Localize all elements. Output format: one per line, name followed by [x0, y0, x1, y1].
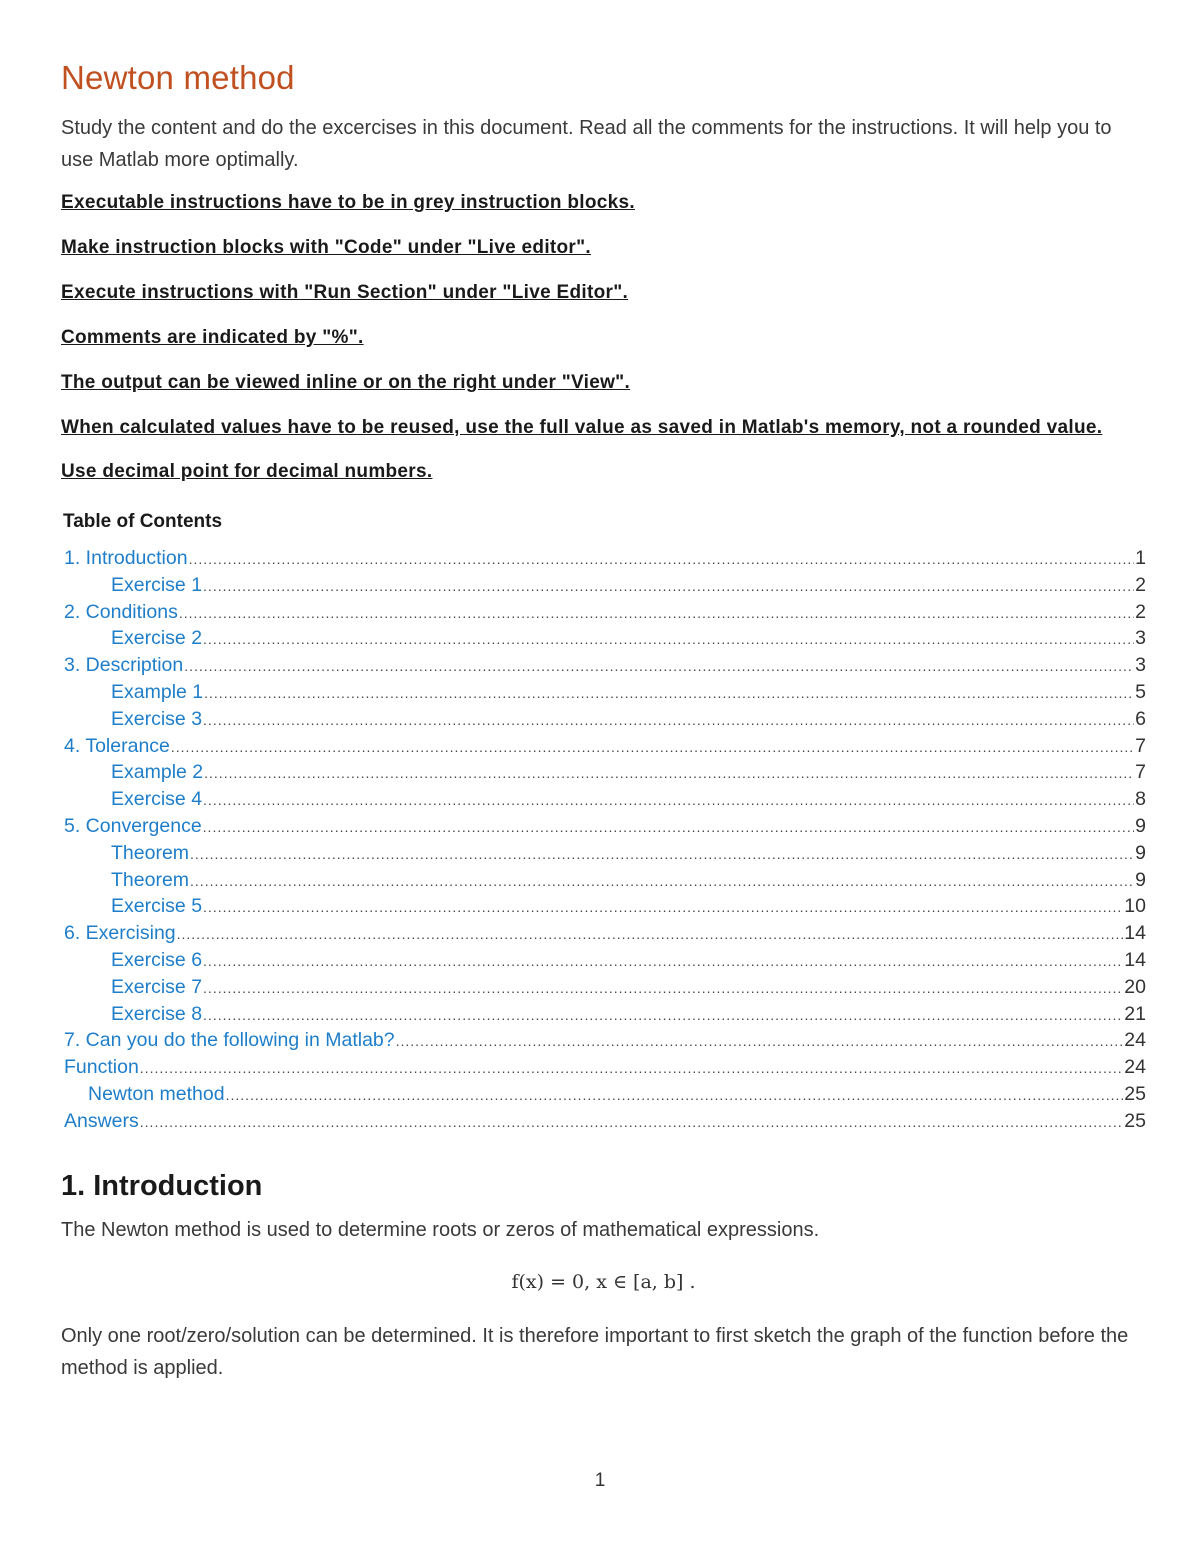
toc-link[interactable]: Example 2	[111, 761, 204, 784]
toc-title: Table of Contents	[63, 511, 223, 532]
toc-page: 9	[1135, 841, 1146, 864]
toc-leader	[203, 895, 1123, 921]
toc-page: 2	[1135, 600, 1146, 623]
toc-entry[interactable]	[61, 841, 1146, 868]
toc-link[interactable]: 6. Exercising	[64, 922, 176, 945]
toc-leader	[203, 815, 1134, 841]
table-of-contents	[61, 546, 1146, 1136]
document-title: Newton method	[61, 59, 295, 96]
rule-comments: Comments are indicated by "%".	[61, 327, 364, 348]
toc-page: 20	[1124, 975, 1146, 998]
toc-entry[interactable]	[61, 760, 1146, 787]
intro-paragraph: Study the content and do the excercises in this document. Read all the comments for the instructions. It will help you to use Matlab more optimally.	[61, 117, 1112, 171]
toc-link[interactable]: Exercise 4	[111, 788, 203, 811]
toc-leader	[190, 869, 1134, 895]
toc-leader	[203, 949, 1123, 975]
toc-link[interactable]: Newton method	[88, 1082, 225, 1105]
toc-page: 9	[1135, 814, 1146, 837]
toc-entry[interactable]	[61, 975, 1146, 1002]
toc-link[interactable]: Exercise 7	[111, 975, 203, 998]
toc-leader	[396, 1029, 1124, 1055]
toc-page: 25	[1124, 1082, 1146, 1105]
toc-link[interactable]: 1. Introduction	[64, 547, 188, 569]
toc-page: 3	[1135, 627, 1146, 650]
toc-page: 24	[1124, 1056, 1146, 1079]
toc-page: 7	[1135, 734, 1146, 757]
toc-link[interactable]: Theorem	[111, 841, 190, 864]
toc-entry[interactable]	[61, 894, 1146, 921]
rule-grey-blocks: Executable instructions have to be in grey instruction blocks.	[61, 192, 635, 213]
toc-entry[interactable]	[61, 653, 1146, 680]
toc-entry[interactable]	[61, 1109, 1146, 1136]
toc-page: 14	[1124, 948, 1146, 971]
toc-link[interactable]: Exercise 8	[111, 1002, 203, 1025]
toc-leader	[203, 574, 1134, 600]
introduction-paragraph-1: The Newton method is used to determine roots or zeros of mathematical expressions.	[61, 1218, 820, 1241]
toc-entry[interactable]	[61, 814, 1146, 841]
toc-link[interactable]: 7. Can you do the following in Matlab?	[64, 1029, 395, 1052]
toc-leader	[226, 1083, 1124, 1109]
rule-full-values: When calculated values have to be reused, use the full value as saved in Matlab's memory, not a rounded value.	[61, 417, 1103, 438]
toc-entry[interactable]	[61, 600, 1146, 627]
toc-link[interactable]: Answers	[64, 1109, 139, 1132]
toc-page: 14	[1124, 922, 1146, 945]
toc-leader	[203, 976, 1123, 1002]
toc-leader	[204, 761, 1134, 787]
rule-run-section: Execute instructions with "Run Section" under "Live Editor".	[61, 282, 629, 303]
toc-leader	[203, 627, 1134, 653]
toc-page: 6	[1135, 707, 1146, 730]
toc-leader	[177, 922, 1124, 948]
toc-page: 7	[1135, 761, 1146, 784]
toc-leader	[190, 842, 1134, 868]
toc-page: 21	[1124, 1002, 1146, 1025]
toc-leader	[204, 681, 1134, 707]
toc-entry[interactable]	[61, 680, 1146, 707]
toc-leader	[179, 601, 1134, 627]
toc-entry[interactable]	[61, 1002, 1146, 1029]
toc-page: 10	[1124, 895, 1146, 918]
toc-link[interactable]: Exercise 6	[111, 948, 203, 971]
toc-link[interactable]: Exercise 1	[111, 573, 203, 596]
toc-leader	[203, 788, 1134, 814]
toc-entry[interactable]	[61, 921, 1146, 948]
toc-link[interactable]: Exercise 5	[111, 895, 203, 918]
toc-page: 2	[1135, 573, 1146, 596]
rule-output-view: The output can be viewed inline or on the right under "View".	[61, 372, 631, 393]
toc-page: 1	[1135, 547, 1146, 569]
rule-code-blocks: Make instruction blocks with "Code" under "Live editor".	[61, 237, 592, 258]
rule-decimal-point: Use decimal point for decimal numbers.	[61, 461, 433, 482]
toc-page: 24	[1124, 1029, 1146, 1052]
toc-link[interactable]: 2. Conditions	[64, 600, 178, 623]
toc-link[interactable]: Example 1	[111, 680, 204, 703]
toc-leader	[184, 654, 1134, 680]
toc-entry[interactable]	[61, 626, 1146, 653]
toc-entry[interactable]	[61, 1028, 1146, 1055]
toc-link[interactable]: Exercise 3	[111, 707, 203, 730]
toc-link[interactable]: Theorem	[111, 868, 190, 891]
toc-page: 8	[1135, 788, 1146, 811]
toc-leader	[203, 1003, 1123, 1029]
toc-entry[interactable]	[61, 707, 1146, 734]
toc-entry[interactable]	[61, 868, 1146, 895]
root-formula: f(x) = 0, x ∈ [a, b] .	[511, 1270, 696, 1293]
toc-page: 3	[1135, 654, 1146, 677]
toc-leader	[203, 708, 1134, 734]
toc-leader	[140, 1056, 1124, 1082]
toc-link[interactable]: Function	[64, 1056, 139, 1079]
toc-leader	[140, 1110, 1124, 1136]
toc-leader	[171, 735, 1134, 761]
toc-entry[interactable]	[61, 1055, 1146, 1082]
introduction-paragraph-2: Only one root/zero/solution can be determined. It is therefore important to first sketch the graph of the function before the method is applied.	[61, 1324, 1129, 1379]
toc-link[interactable]: 3. Description	[64, 654, 184, 677]
toc-link[interactable]: 4. Tolerance	[64, 734, 170, 757]
toc-entry[interactable]	[61, 1082, 1146, 1109]
toc-entry[interactable]	[61, 546, 1146, 573]
toc-page: 5	[1135, 680, 1146, 703]
section-heading-introduction: 1. Introduction	[61, 1169, 263, 1202]
toc-entry[interactable]	[61, 948, 1146, 975]
toc-page: 25	[1124, 1109, 1146, 1132]
toc-entry[interactable]	[61, 734, 1146, 761]
page-number: 1	[594, 1470, 606, 1491]
toc-link[interactable]: Exercise 2	[111, 627, 203, 650]
toc-entry[interactable]	[61, 787, 1146, 814]
document-page	[61, 52, 1146, 1384]
toc-page: 9	[1135, 868, 1146, 891]
toc-leader	[189, 547, 1135, 573]
toc-entry[interactable]	[61, 573, 1146, 600]
toc-link[interactable]: 5. Convergence	[64, 814, 202, 837]
